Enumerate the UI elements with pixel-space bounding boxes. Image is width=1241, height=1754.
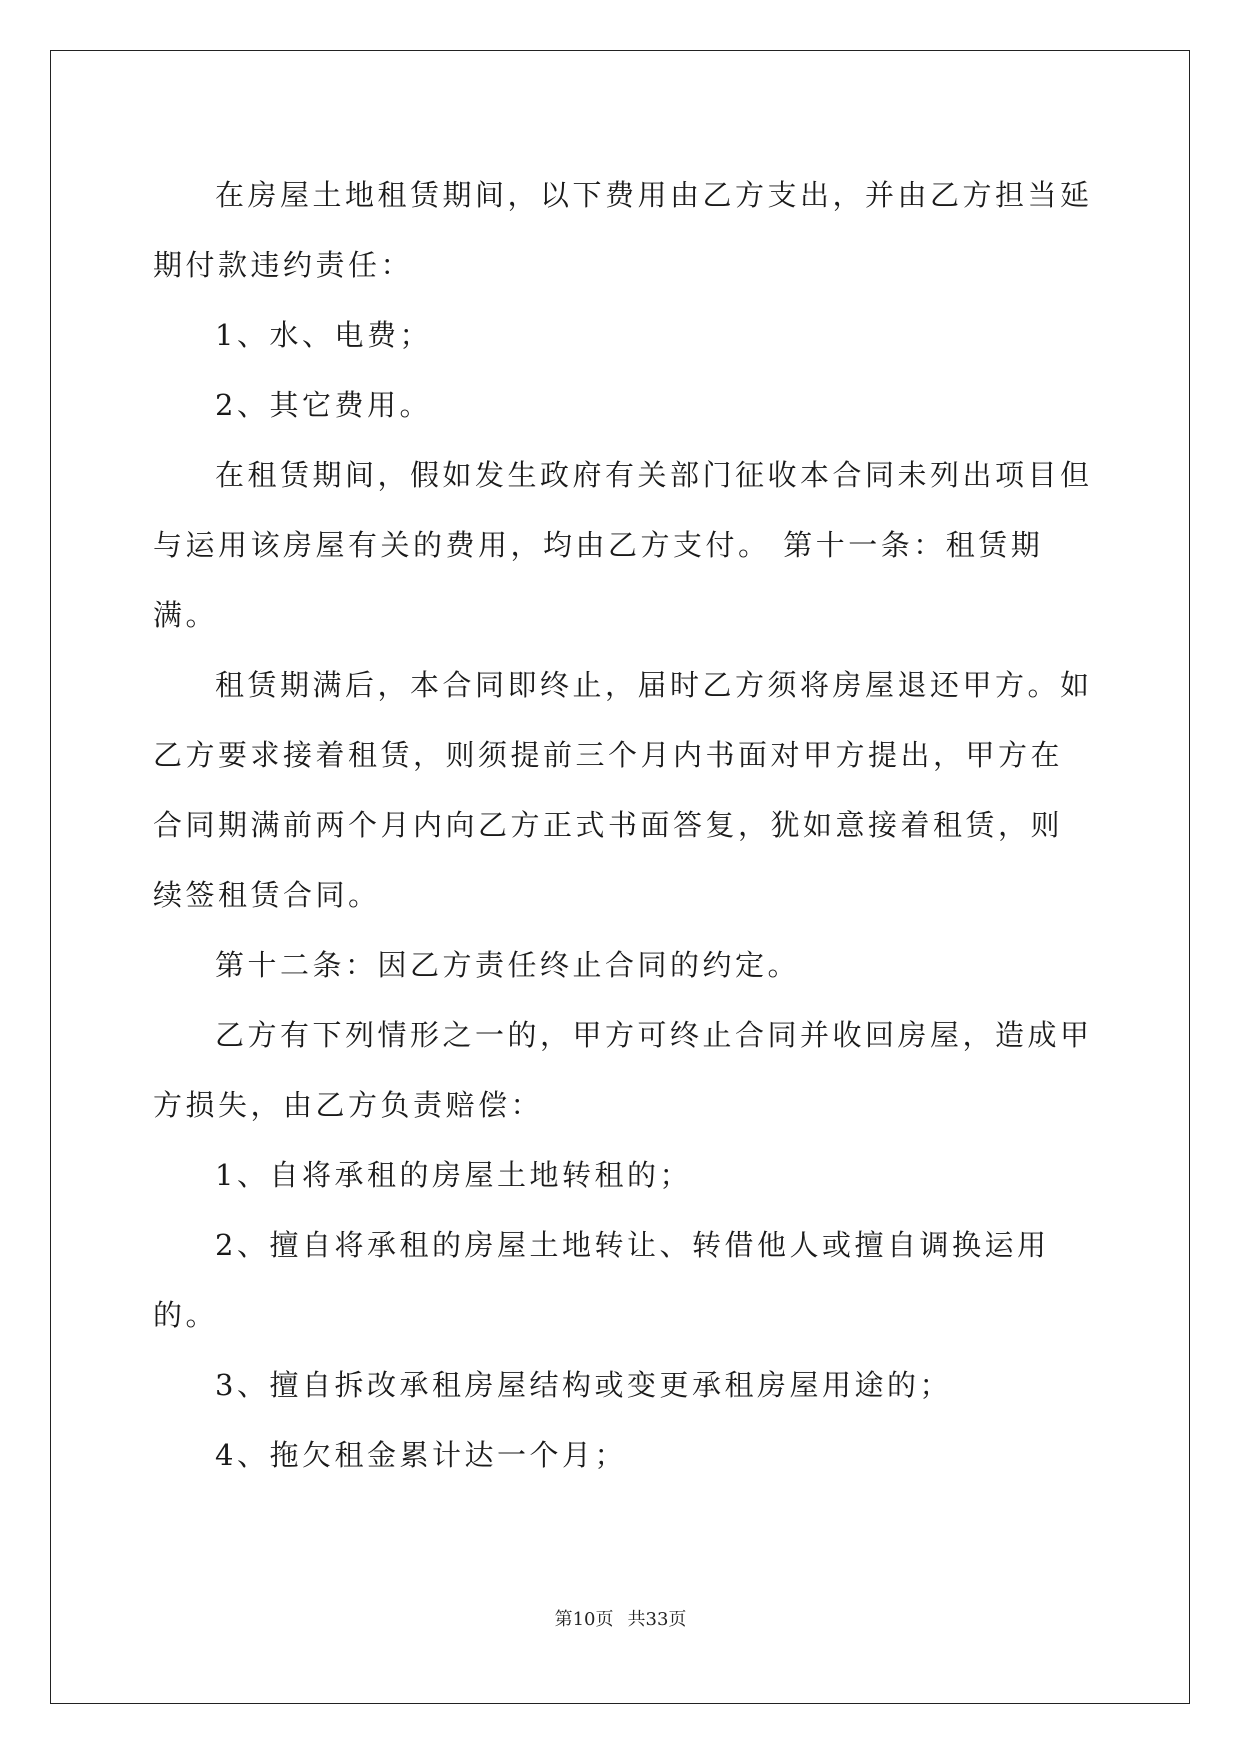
section-heading: 第十二条：因乙方责任终止合同的约定。 [215, 948, 801, 982]
page-footer [0, 1605, 1241, 1631]
list-item: 4、拖欠租金累计达一个月； [215, 1438, 627, 1472]
page-number: 第10页 [554, 1609, 614, 1630]
list-item: 3、擅自拆改承租房屋结构或变更承租房屋用途的； [215, 1368, 952, 1402]
list-item: 2、擅自将承租的房屋土地转让、转借他人或擅自调换运用的。 [153, 1228, 1050, 1332]
page-total: 共33页 [627, 1609, 687, 1630]
paragraph: 在房屋土地租赁期间，以下费用由乙方支出，并由乙方担当延期付款违约责任： [153, 178, 1093, 282]
paragraph: 乙方有下列情形之一的，甲方可终止合同并收回房屋，造成甲方损失，由乙方负责赔偿： [153, 1018, 1093, 1122]
list-item: 1、水、电费； [215, 318, 432, 352]
paragraph: 租赁期满后，本合同即终止，届时乙方须将房屋退还甲方。如乙方要求接着租赁，则须提前三个月内书面对甲方提出，甲方在合同期满前两个月内向乙方正式书面答复，犹如意接着租赁，则续签租赁合同。 [153, 668, 1093, 912]
document-body [153, 160, 1093, 1490]
paragraph: 在租赁期间，假如发生政府有关部门征收本合同未列出项目但与运用该房屋有关的费用，均由乙方支付。 第十一条：租赁期满。 [153, 458, 1093, 632]
list-item: 2、其它费用。 [215, 388, 432, 422]
list-item: 1、自将承租的房屋土地转租的； [215, 1158, 692, 1192]
